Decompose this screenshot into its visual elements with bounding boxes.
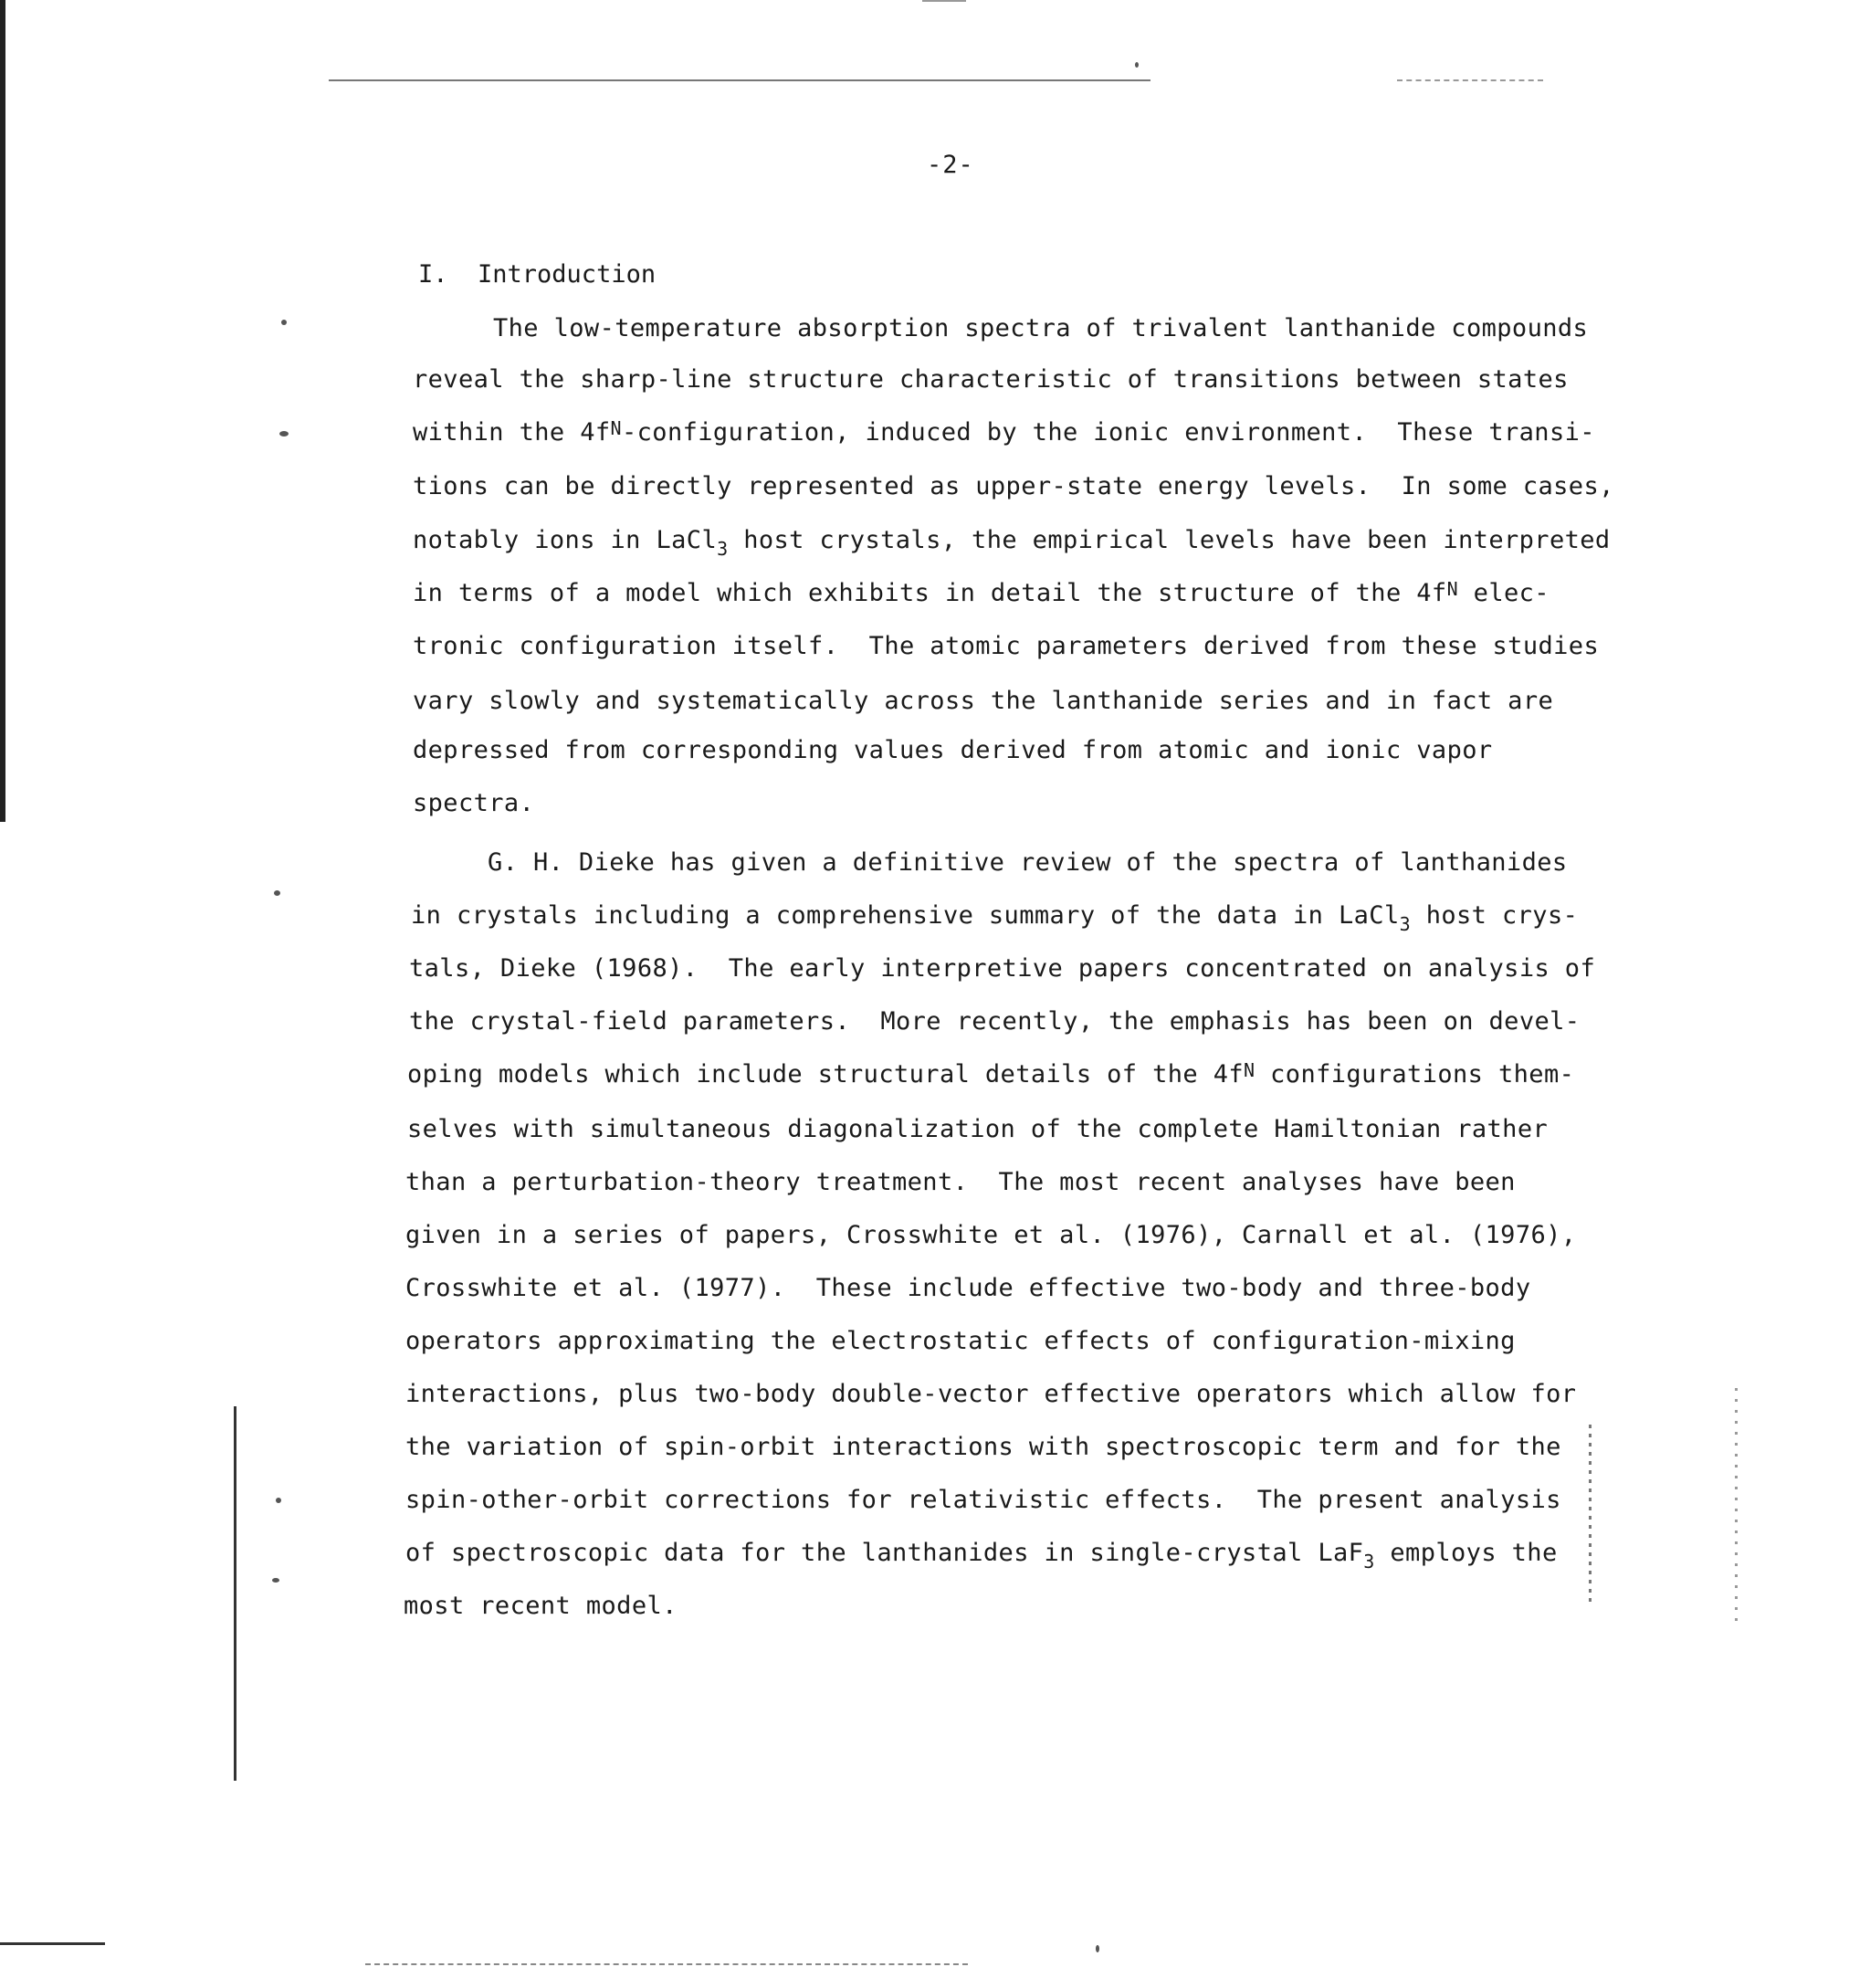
scan-bottom-rule bbox=[365, 1963, 968, 1966]
text-line bbox=[413, 415, 1595, 451]
text-line bbox=[488, 845, 1568, 881]
text-line bbox=[405, 1164, 1516, 1201]
text-span: tals, Dieke (1968). The early interpretive papers concentrated on analysis of bbox=[409, 954, 1596, 983]
text-line bbox=[413, 468, 1614, 505]
text-span: the crystal-field parameters. More recently, the emphasis has been on devel- bbox=[409, 1007, 1581, 1036]
text-line bbox=[405, 1376, 1576, 1413]
scan-speck bbox=[272, 1578, 279, 1583]
text-line bbox=[413, 732, 1493, 769]
text-line bbox=[405, 1323, 1516, 1360]
superscript: N bbox=[610, 417, 622, 439]
text-span: in terms of a model which exhibits in detail the structure of the 4f bbox=[413, 579, 1447, 607]
scan-left-edge bbox=[0, 0, 5, 822]
text-span: configurations them- bbox=[1255, 1060, 1575, 1089]
text-span: given in a series of papers, Crosswhite et al. (1976), Carnall et al. (1976), bbox=[405, 1221, 1577, 1249]
text-span: operators approximating the electrostatic effects of configuration-mixing bbox=[405, 1327, 1516, 1355]
text-span: depressed from corresponding values derived from atomic and ionic vapor bbox=[413, 736, 1493, 764]
text-line bbox=[493, 310, 1588, 347]
scan-speck bbox=[274, 890, 280, 896]
text-line bbox=[405, 1217, 1576, 1254]
scan-left-binding bbox=[234, 1406, 236, 1781]
text-span: employs the bbox=[1374, 1539, 1558, 1567]
text-span: G. H. Dieke has given a definitive review of the spectra of lanthanides bbox=[488, 848, 1568, 877]
text-line bbox=[405, 1270, 1531, 1307]
scan-speck bbox=[281, 320, 287, 325]
scan-top-mark bbox=[922, 0, 966, 2]
text-span: oping models which include structural details of the 4f bbox=[407, 1060, 1245, 1089]
text-span: host crystals, the empirical levels have been interpreted bbox=[728, 526, 1611, 554]
text-span: interactions, plus two-body double-vector effective operators which allow for bbox=[405, 1380, 1577, 1408]
text-line bbox=[409, 951, 1595, 987]
scan-speck bbox=[1735, 1388, 1738, 1625]
text-span: tions can be directly represented as upper-state energy levels. In some cases, bbox=[413, 472, 1614, 500]
text-line bbox=[409, 1004, 1580, 1040]
text-line bbox=[407, 1057, 1574, 1093]
superscript: N bbox=[1446, 578, 1459, 600]
text-span: spectra. bbox=[413, 789, 535, 817]
text-span: within the 4f bbox=[413, 418, 611, 447]
text-line bbox=[405, 1429, 1561, 1466]
scan-speck bbox=[279, 431, 289, 437]
page-number: -2- bbox=[927, 151, 974, 179]
text-span: vary slowly and systematically across the lanthanide series and in fact are bbox=[413, 687, 1554, 715]
text-line bbox=[413, 785, 534, 822]
text-span: than a perturbation-theory treatment. The most recent analyses have been bbox=[405, 1168, 1516, 1196]
scan-speck bbox=[1096, 1945, 1099, 1952]
text-line bbox=[413, 575, 1550, 612]
text-span: The low-temperature absorption spectra of trivalent lanthanide compounds bbox=[493, 314, 1589, 342]
subscript: 3 bbox=[1399, 913, 1412, 935]
text-line bbox=[413, 683, 1553, 720]
scan-speck bbox=[1135, 62, 1139, 68]
text-span: selves with simultaneous diagonalization of the complete Hamiltonian rather bbox=[407, 1115, 1549, 1143]
text-span: Crosswhite et al. (1977). These include effective two-body and three-body bbox=[405, 1274, 1531, 1302]
text-line bbox=[407, 1111, 1548, 1148]
text-span: host crys- bbox=[1411, 901, 1579, 930]
section-heading: I. Introduction bbox=[418, 260, 657, 289]
text-line bbox=[413, 628, 1599, 665]
superscript: N bbox=[1244, 1059, 1255, 1081]
text-span: notably ions in LaCl bbox=[413, 526, 718, 554]
text-span: of spectroscopic data for the lanthanides in single-crystal LaF bbox=[405, 1539, 1364, 1567]
scan-speck bbox=[1589, 1425, 1592, 1607]
text-span: -configuration, induced by the ionic environment. These transi- bbox=[621, 418, 1595, 447]
text-line bbox=[405, 1535, 1558, 1572]
scan-speck bbox=[276, 1498, 281, 1503]
text-span: the variation of spin-orbit interactions with spectroscopic term and for the bbox=[405, 1433, 1561, 1461]
subscript: 3 bbox=[1363, 1551, 1375, 1573]
scan-top-rule bbox=[329, 79, 1150, 81]
text-span: most recent model. bbox=[404, 1592, 678, 1620]
scan-bottom-left-mark bbox=[0, 1942, 105, 1945]
scan-top-rule-right bbox=[1397, 79, 1543, 82]
text-line bbox=[413, 522, 1611, 559]
text-span: tronic configuration itself. The atomic parameters derived from these studies bbox=[413, 632, 1600, 660]
text-span: reveal the sharp-line structure characteristic of transitions between states bbox=[413, 365, 1569, 394]
text-span: in crystals including a comprehensive summary of the data in LaCl bbox=[411, 901, 1400, 930]
text-span: spin-other-orbit corrections for relativistic effects. The present analysis bbox=[405, 1486, 1561, 1514]
subscript: 3 bbox=[717, 538, 729, 560]
text-line bbox=[404, 1588, 678, 1625]
text-line bbox=[405, 1482, 1561, 1519]
text-span: elec- bbox=[1458, 579, 1550, 607]
text-line bbox=[413, 362, 1569, 398]
text-line bbox=[411, 898, 1578, 934]
